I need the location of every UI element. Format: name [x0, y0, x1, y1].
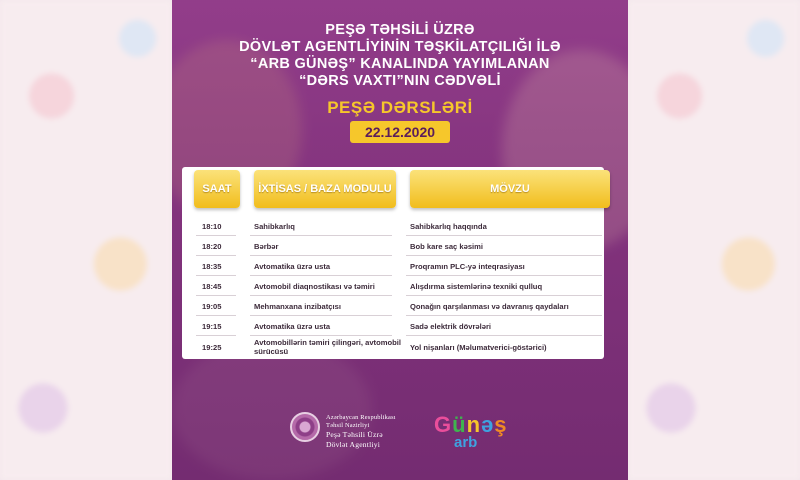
row-topic: Proqramın PLC-yə inteqrasiyası: [410, 261, 525, 271]
column-header-time: SAAT: [194, 170, 240, 208]
row-specialty: Avtomobillərin təmiri çilingəri, avtomobil sürücüsü: [254, 338, 401, 356]
table-row: [194, 276, 604, 296]
ministry-line: Azərbaycan Respublikası: [326, 414, 396, 421]
table-row: [194, 216, 604, 236]
row-specialty: Bərbər: [254, 241, 279, 251]
row-specialty: Mehmanxana inzibatçısı: [254, 301, 341, 311]
row-specialty: Sahibkarlıq: [254, 221, 295, 231]
table-row: [194, 256, 604, 276]
schedule-date: 22.12.2020: [350, 121, 450, 143]
logo-sub: arb: [454, 434, 478, 451]
row-specialty: Avtomobil diaqnostikası və təmiri: [254, 281, 375, 291]
agency-line: Peşə Təhsili Üzrə: [326, 430, 383, 439]
column-header-specialty: İXTİSAS / BAZA MODULU: [254, 170, 396, 208]
row-time: 19:15: [202, 321, 222, 331]
row-topic: Sahibkarlıq haqqında: [410, 221, 487, 231]
title-line: DÖVLƏT AGENTLİYİNİN TƏŞKİLATÇILIĞI İLƏ: [239, 39, 561, 55]
logo-letter: ş: [494, 412, 508, 437]
row-time: 18:10: [202, 221, 222, 231]
row-time: 18:45: [202, 281, 222, 291]
table-row: [194, 236, 604, 256]
row-time: 19:25: [202, 342, 222, 352]
title-line: “DƏRS VAXTI”NIN CƏDVƏLİ: [299, 73, 501, 89]
table-row: [194, 316, 604, 336]
ministry-line: Təhsil Nazirliyi: [326, 422, 370, 429]
arb-gunes-logo: [434, 412, 508, 451]
poster-subtitle: PEŞƏ DƏRSLƏRİ: [327, 98, 473, 117]
table-row: [194, 336, 604, 358]
title-line: “ARB GÜNƏŞ” KANALINDA YAYIMLANAN: [250, 56, 550, 72]
row-specialty: Avtomatika üzrə usta: [254, 321, 331, 331]
row-topic: Alışdırma sistemlərinə texniki qulluq: [410, 281, 543, 291]
row-topic: Bob kare saç kəsimi: [410, 241, 484, 251]
logo-letter: ü: [452, 412, 467, 437]
ministry-emblem-icon: [290, 412, 320, 442]
right-background-pattern: [628, 0, 800, 480]
poster-title: [172, 22, 628, 90]
logo-letter: n: [466, 412, 482, 437]
ministry-agency-text: [326, 414, 426, 449]
row-time: 18:20: [202, 241, 222, 251]
agency-line: Dövlət Agentliyi: [326, 439, 381, 449]
table-row: [194, 296, 604, 316]
left-background-pattern: [0, 0, 172, 480]
logo-letter: ə: [481, 412, 495, 437]
logo-letter: G: [434, 412, 453, 437]
row-time: 19:05: [202, 301, 222, 311]
row-specialty: Avtomatika üzrə usta: [254, 261, 331, 271]
title-line: PEŞƏ TƏHSİLİ ÜZRƏ: [325, 22, 475, 38]
schedule-poster: [172, 0, 628, 480]
row-topic: Qonağın qarşılanması və davranış qaydaları: [410, 301, 569, 311]
row-topic: Sadə elektrik dövrələri: [410, 321, 492, 331]
column-header-topic: MÖVZU: [410, 170, 610, 208]
row-time: 18:35: [202, 261, 222, 271]
row-topic: Yol nişanları (Məlumatverici-göstərici): [410, 342, 547, 352]
